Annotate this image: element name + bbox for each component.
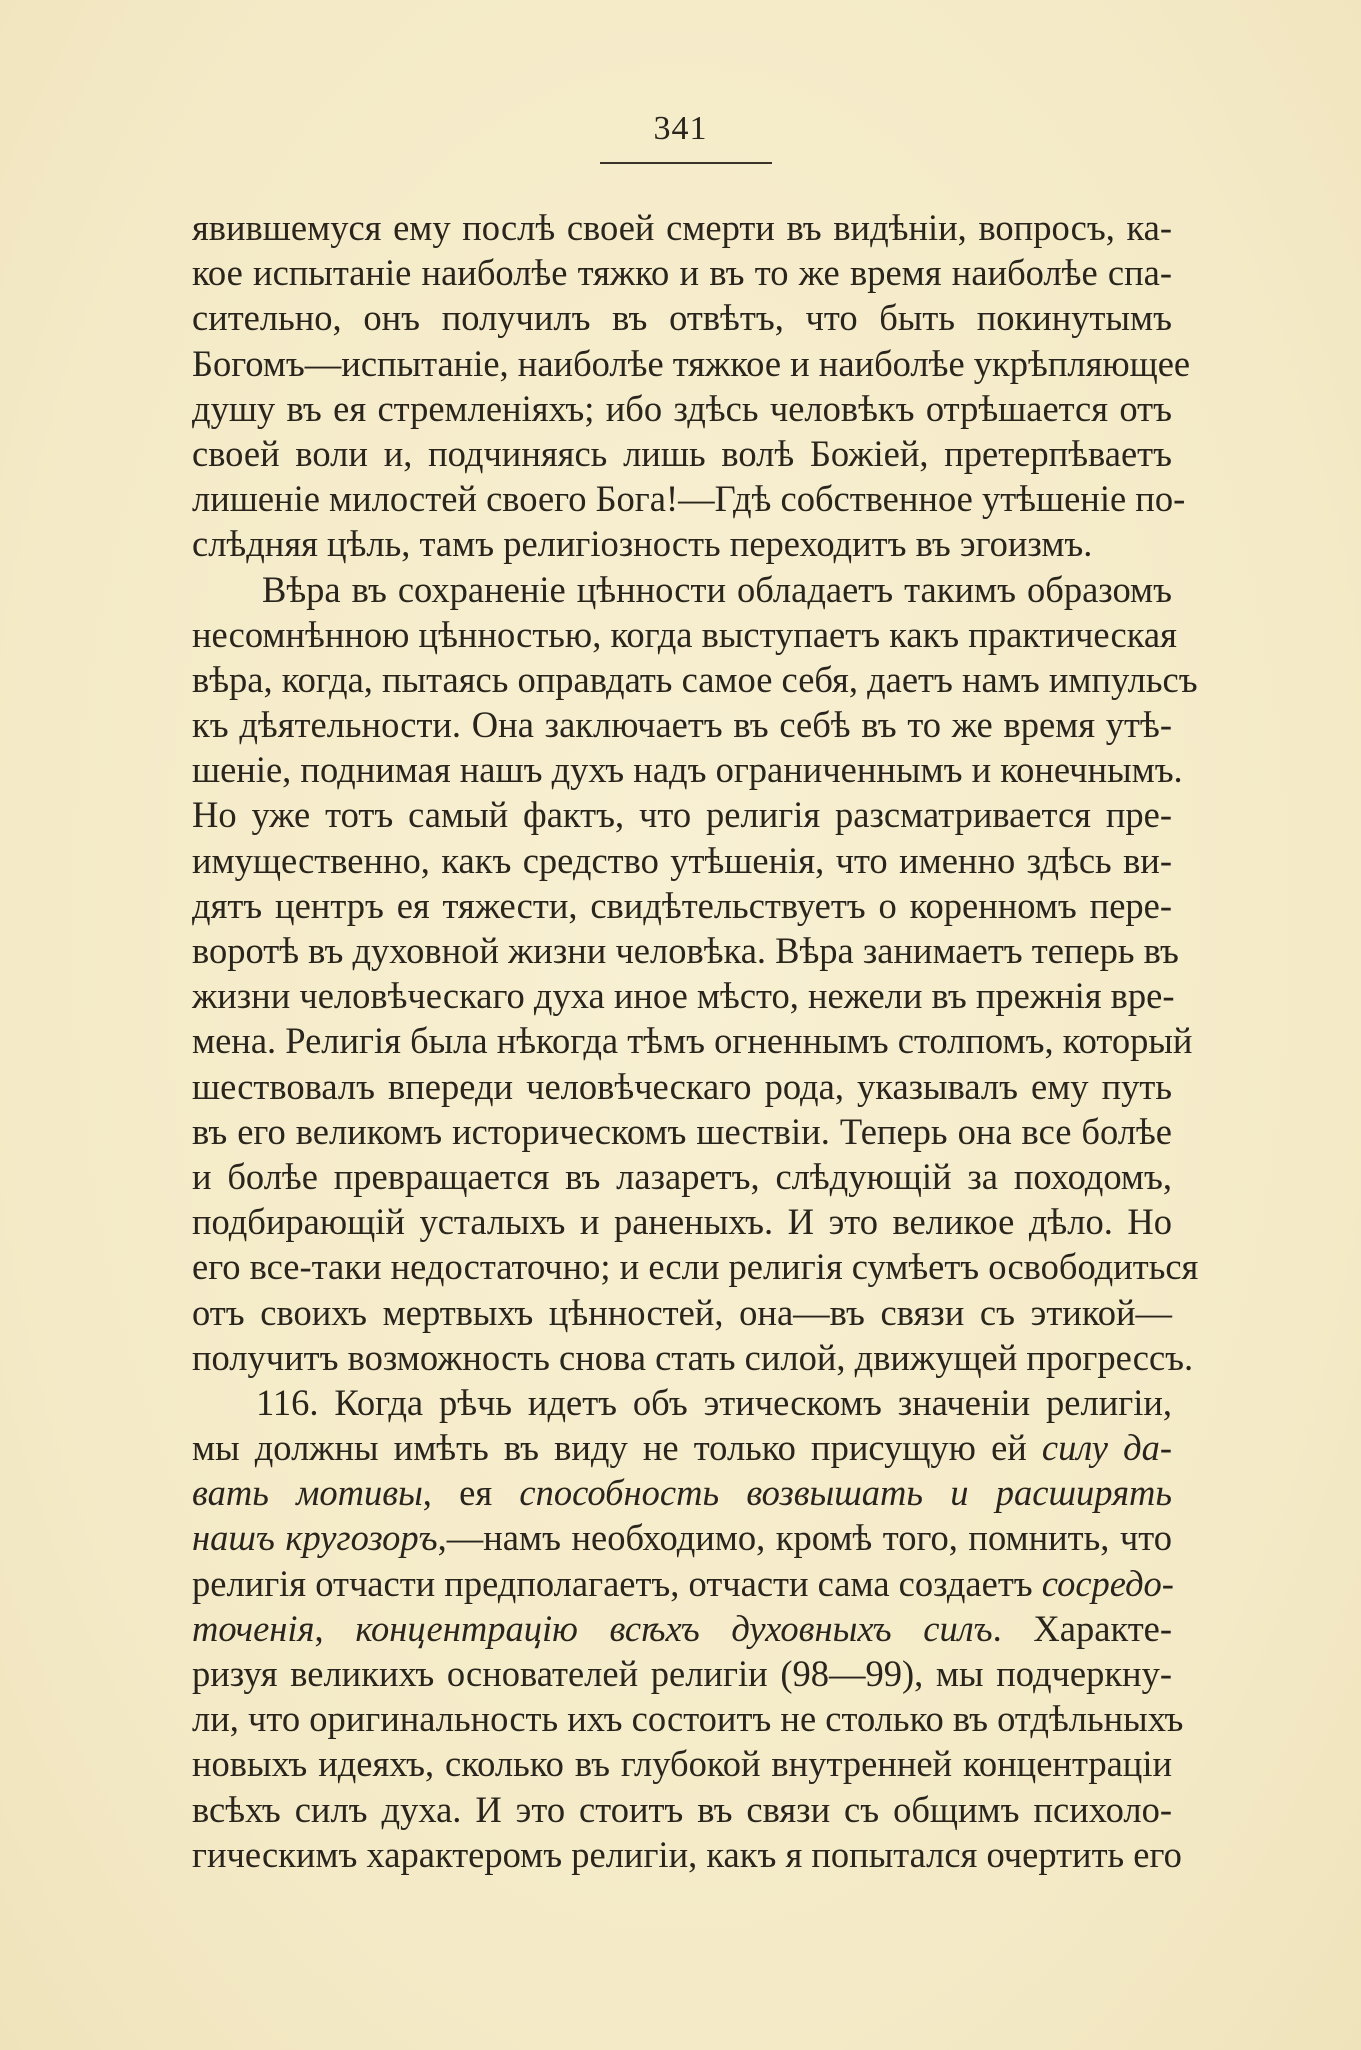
header-rule (600, 162, 772, 164)
text-line: получитъ возможность снова стать силой, движущей прогрессъ. (192, 1336, 1194, 1378)
text-line: своей воли и, подчиняясь лишь волѣ Божіей, претерпѣваетъ (192, 432, 1172, 474)
text-line: сительно, онъ получилъ въ отвѣтъ, что быть покинутымъ (192, 297, 1172, 339)
text-line: нашъ кругозоръ,—намъ необходимо, кромѣ того, помнить, что (192, 1517, 1172, 1559)
text-line: къ дѣятельности. Она заключаетъ въ себѣ въ то же время утѣ- (192, 704, 1172, 746)
text-line: явившемуся ему послѣ своей смерти въ видѣніи, вопросъ, ка- (192, 207, 1172, 248)
text-line: шествовалъ впереди человѣческаго рода, указывалъ ему путь (192, 1065, 1172, 1107)
text-line: несомнѣнною цѣнностью, когда выступаетъ какъ практическая (192, 613, 1177, 655)
text-line: религія отчасти предполагаетъ, отчасти сама создаетъ сосредо- (192, 1562, 1174, 1604)
text-line: кое испытаніе наиболѣе тяжко и въ то же время наиболѣе спа- (192, 252, 1172, 294)
text-line: имущественно, какъ средство утѣшенія, что именно здѣсь ви- (192, 839, 1172, 881)
italic-emphasis: вать мотивы (192, 1472, 423, 1514)
italic-emphasis: способность возвышать и расширять (519, 1472, 1172, 1514)
text-line: точенія, концентрацію всѣхъ духовныхъ силъ. Характе- (192, 1607, 1172, 1649)
text-line: Богомъ—испытаніе, наиболѣе тяжкое и наиболѣе укрѣпляющее (192, 342, 1191, 384)
italic-emphasis: силу да- (1041, 1427, 1172, 1469)
text-line: отъ своихъ мертвыхъ цѣнностей, она—въ связи съ этикой— (192, 1291, 1172, 1333)
text-line: его все-таки недостаточно; и если религія сумѣетъ освободиться (192, 1246, 1199, 1288)
text-line: душу въ ея стремленіяхъ; ибо здѣсь человѣкъ отрѣшается отъ (192, 387, 1172, 429)
italic-emphasis: нашъ кругозоръ (192, 1517, 438, 1559)
body-text (192, 205, 1199, 1877)
text-line: Но уже тотъ самый фактъ, что религія разсматривается пре- (192, 794, 1172, 836)
text-line: въ его великомъ историческомъ шествіи. Теперь она все болѣе (192, 1110, 1172, 1152)
text-line: новыхъ идеяхъ, сколько въ глубокой внутренней концентраціи (192, 1743, 1172, 1785)
text-line: жизни человѣческаго духа иное мѣсто, нежели въ прежнія вре- (192, 975, 1175, 1017)
text-line: слѣдняя цѣль, тамъ религіозность переходитъ въ эгоизмъ. (192, 523, 1093, 565)
paragraph-start-line: Вѣра въ сохраненіе цѣнности обладаетъ такимъ образомъ (262, 568, 1172, 610)
text-line: вать мотивы, ея способность возвышать и расширять (192, 1472, 1172, 1514)
text-line: воротѣ въ духовной жизни человѣка. Вѣра занимаетъ теперь въ (192, 930, 1179, 971)
italic-emphasis: точенія (192, 1607, 315, 1649)
text-line: дятъ центръ ея тяжести, свидѣтельствуетъ о коренномъ пере- (192, 884, 1172, 926)
text-line: ли, что оригинальность ихъ состоитъ не столько въ отдѣльныхъ (192, 1698, 1184, 1740)
text-line: всѣхъ силъ духа. И это стоитъ въ связи съ общимъ психоло- (192, 1788, 1172, 1830)
text-line: мена. Религія была нѣкогда тѣмъ огненнымъ столпомъ, который (192, 1020, 1193, 1062)
text-line: вѣра, когда, пытаясь оправдать самое себя, даетъ намъ импульсъ (192, 658, 1198, 700)
page-number: 341 (653, 110, 708, 147)
text-line: лишеніе милостей своего Бога!—Гдѣ собственное утѣшеніе по- (192, 478, 1186, 520)
text-line: шеніе, поднимая нашъ духъ надъ ограниченнымъ и конечнымъ. (192, 749, 1183, 791)
text-line: гическимъ характеромъ религіи, какъ я попытался очертить его (192, 1833, 1182, 1875)
text-line: и болѣе превращается въ лазаретъ, слѣдующій за походомъ, (192, 1155, 1172, 1197)
section-116-start-line: 116. Когда рѣчь идетъ объ этическомъ значеніи религіи, (256, 1381, 1172, 1423)
italic-emphasis: концентрацію всѣхъ духовныхъ силъ (355, 1607, 993, 1649)
text-line: ризуя великихъ основателей религіи (98—99), мы подчеркну- (192, 1653, 1172, 1694)
text-line: подбирающій усталыхъ и раненыхъ. И это великое дѣло. Но (192, 1201, 1172, 1243)
italic-emphasis: сосредо- (1041, 1562, 1174, 1604)
text-line: мы должны имѣть въ виду не только присущую ей силу да- (192, 1427, 1172, 1469)
